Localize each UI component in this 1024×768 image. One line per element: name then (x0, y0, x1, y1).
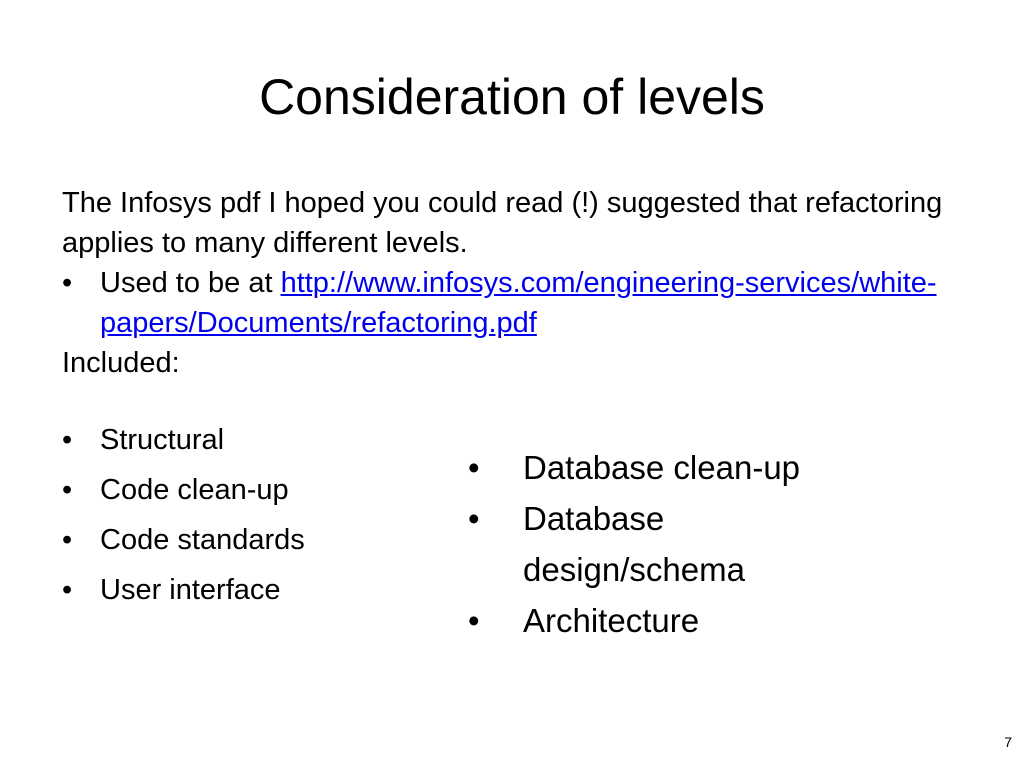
list-item (62, 565, 422, 615)
list-item-label: User interface (100, 574, 281, 606)
slide-title: Consideration of levels (259, 69, 765, 125)
included-label: Included: (62, 347, 180, 379)
list-item (62, 515, 422, 565)
source-bullet (62, 263, 962, 343)
refactoring-pdf-link[interactable]: http://www.infosys.com/engineering-services/white-papers/Documents/refactoring.pdf (100, 267, 937, 339)
bullet-icon: • (62, 267, 73, 299)
bullet-icon: • (468, 449, 480, 486)
list-item (468, 493, 888, 595)
list-item-label: Structural (100, 424, 225, 456)
page-number: 7 (1004, 734, 1012, 750)
intro-paragraph: The Infosys pdf I hoped you could read (!) suggested that refactoring applies to many different levels. (62, 187, 943, 259)
bullet-icon: • (62, 474, 73, 506)
used-to-be-text: Used to be at (100, 267, 281, 299)
list-item-label: Database design/schema (523, 500, 745, 588)
bullet-icon: • (62, 524, 73, 556)
list-item-label: Architecture (523, 602, 700, 639)
bullet-icon: • (468, 500, 480, 537)
list-item-label: Database clean-up (523, 449, 801, 486)
right-level-list (468, 442, 888, 646)
list-item (62, 465, 422, 515)
left-level-list (62, 415, 422, 615)
list-item (468, 595, 888, 646)
bullet-icon: • (62, 574, 73, 606)
list-item-label: Code standards (100, 524, 305, 556)
list-item-label: Code clean-up (100, 474, 289, 506)
list-item (468, 442, 888, 493)
bullet-icon: • (468, 602, 480, 639)
list-item (62, 415, 422, 465)
bullet-icon: • (62, 424, 73, 456)
slide-body (62, 183, 962, 383)
